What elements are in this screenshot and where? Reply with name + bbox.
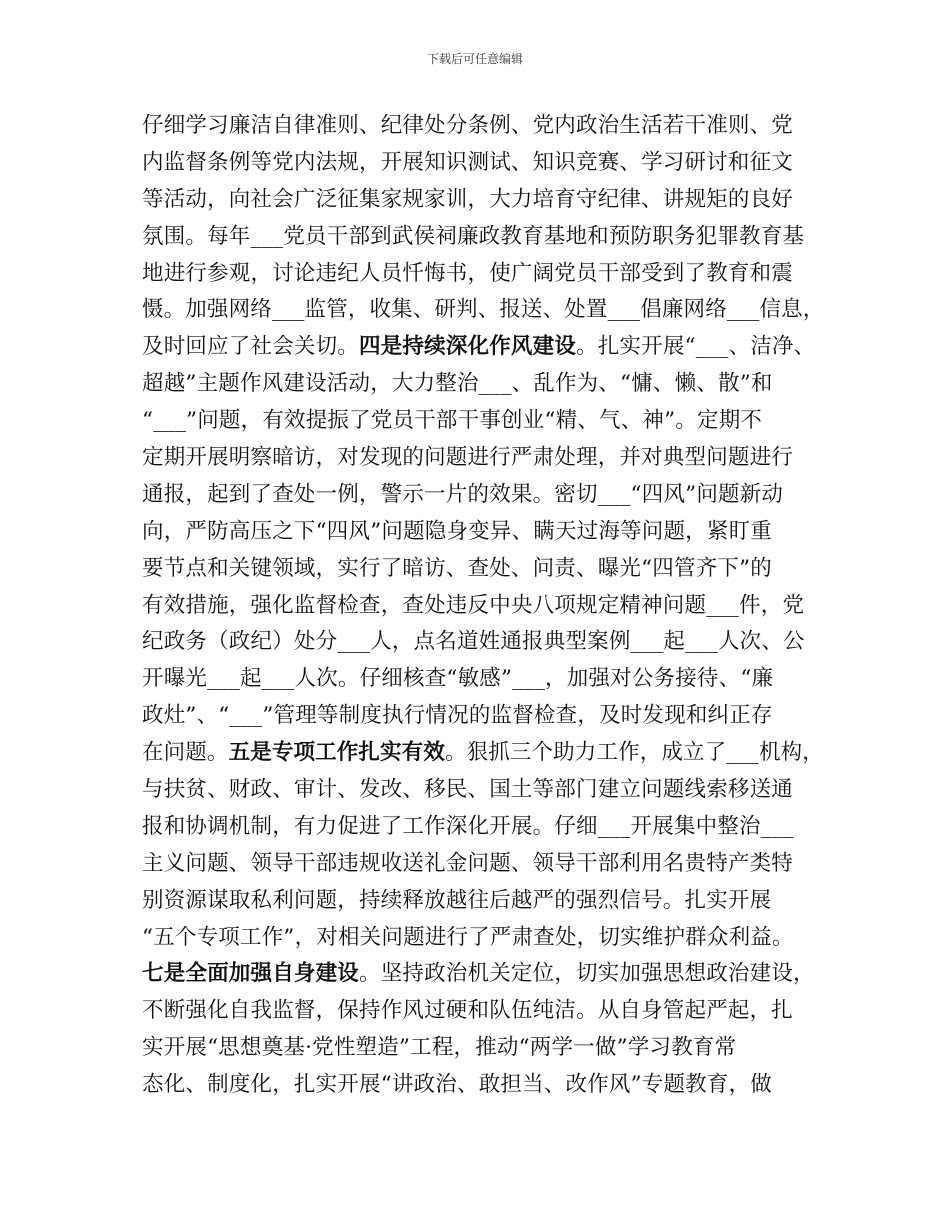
text-segment: 向，严防高压之下“四风”问题隐身变异、瞒天过海等问题，紧盯重 [142, 518, 772, 544]
text-line [142, 809, 824, 846]
text-segment: 与扶贫、财政、审计、发改、移民、国土等部门建立问题线索移送通 [142, 777, 794, 803]
text-segment: “五个专项工作”，对相关问题进行了严肃查处，切实维护群众利益。 [142, 924, 794, 950]
text-segment: 纪政务（政纪）处分___人，点名道姓通报典型案例___起___人次、公 [142, 629, 805, 655]
text-line [142, 292, 824, 329]
text-segment: 不断强化自我监督，保持作风过硬和队伍纯洁。从自身管起严起，扎 [142, 998, 794, 1024]
page-header: 下载后可任意编辑 [426, 52, 523, 66]
text-segment: 开曝光___起___人次。仔细核查“敏感”___，加强对公务接待、“廉 [142, 666, 774, 692]
text-line [142, 993, 824, 1030]
text-segment: 主义问题、领导干部违规收送礼金问题、领导干部利用名贵特产类特 [142, 850, 794, 876]
text-segment: 氛围。每年___党员干部到武侯祠廉政教育基地和预防职务犯罪教育基 [142, 223, 805, 249]
section-heading: 四是持续深化作风建设 [359, 334, 577, 360]
section-heading: 五是专项工作扎实有效 [228, 740, 445, 766]
text-line [142, 440, 824, 477]
text-segment: “___”问题，有效提振了党员干部干事创业“精、气、神”。定期不 [142, 408, 763, 434]
text-segment: 等活动，向社会广泛征集家规家训，大力培育守纪律、讲规矩的良好 [142, 186, 794, 212]
text-line [142, 698, 824, 735]
text-segment: 慑。加强网络___监管，收集、研判、报送、处置___倡廉网络___信息， [142, 297, 824, 323]
text-segment: 通报，起到了查处一例，警示一片的效果。密切___“四风”问题新动 [142, 481, 784, 507]
text-line [142, 366, 824, 403]
text-segment: 有效措施，强化监督检查，查处违反中央八项规定精神问题___件，党 [142, 592, 805, 618]
text-segment: 实开展“思想奠基·党性塑造”工程，推动“两学一做”学习教育常 [142, 1035, 737, 1061]
text-line [142, 182, 824, 219]
text-line [142, 956, 824, 993]
text-segment: 要节点和关键领域，实行了暗访、查处、问责、曝光“四管齐下”的 [142, 555, 772, 581]
text-segment: 定期开展明察暗访，对发现的问题进行严肃处理，并对典型问题进行 [142, 445, 794, 471]
text-segment: 内监督条例等党内法规，开展知识测试、知识竞赛、学习研讨和征文 [142, 149, 794, 175]
text-segment: 。扎实开展“___、洁净、 [576, 334, 816, 360]
document-body [142, 108, 824, 1104]
text-line [142, 846, 824, 883]
section-heading: 七是全面加强自身建设 [142, 961, 360, 987]
text-line [142, 920, 824, 957]
text-segment: 仔细学习廉洁自律准则、纪律处分条例、党内政治生活若干准则、党 [142, 113, 794, 138]
text-segment: 政灶”、“___”管理等制度执行情况的监督检查，及时发现和纠正存 [142, 703, 773, 729]
text-line [142, 624, 824, 661]
text-line [142, 108, 824, 145]
text-segment: 地进行参观，讨论违纪人员忏悔书，使广阔党员干部受到了教育和震 [142, 260, 794, 286]
text-line [142, 588, 824, 625]
text-line [142, 1067, 824, 1104]
text-segment: 超越”主题作风建设活动，大力整治___、乱作为、“慵、懒、散”和 [142, 371, 773, 397]
text-line [142, 551, 824, 588]
text-line [142, 772, 824, 809]
text-segment: 报和协调机制，有力促进了工作深化开展。仔细___开展集中整治___ [142, 813, 794, 839]
text-line [142, 145, 824, 182]
text-segment: 及时回应了社会关切。 [142, 334, 360, 360]
text-line [142, 329, 824, 366]
text-line [142, 661, 824, 698]
text-segment: 别资源谋取私利问题，持续释放越往后越严的强烈信号。扎实开展 [142, 887, 772, 913]
text-line [142, 477, 824, 514]
text-segment: 在问题。 [142, 740, 229, 766]
text-segment: 。狠抓三个助力工作，成立了___机构， [444, 740, 824, 766]
text-line [142, 883, 824, 920]
text-line [142, 1030, 824, 1067]
text-line [142, 403, 824, 440]
text-line [142, 514, 824, 551]
text-segment: 。坚持政治机关定位，切实加强思想政治建设， [359, 961, 815, 987]
text-segment: 态化、制度化，扎实开展“讲政治、敢担当、改作风”专题教育，做 [142, 1072, 772, 1098]
text-line [142, 219, 824, 256]
text-line [142, 256, 824, 293]
text-line [142, 735, 824, 772]
